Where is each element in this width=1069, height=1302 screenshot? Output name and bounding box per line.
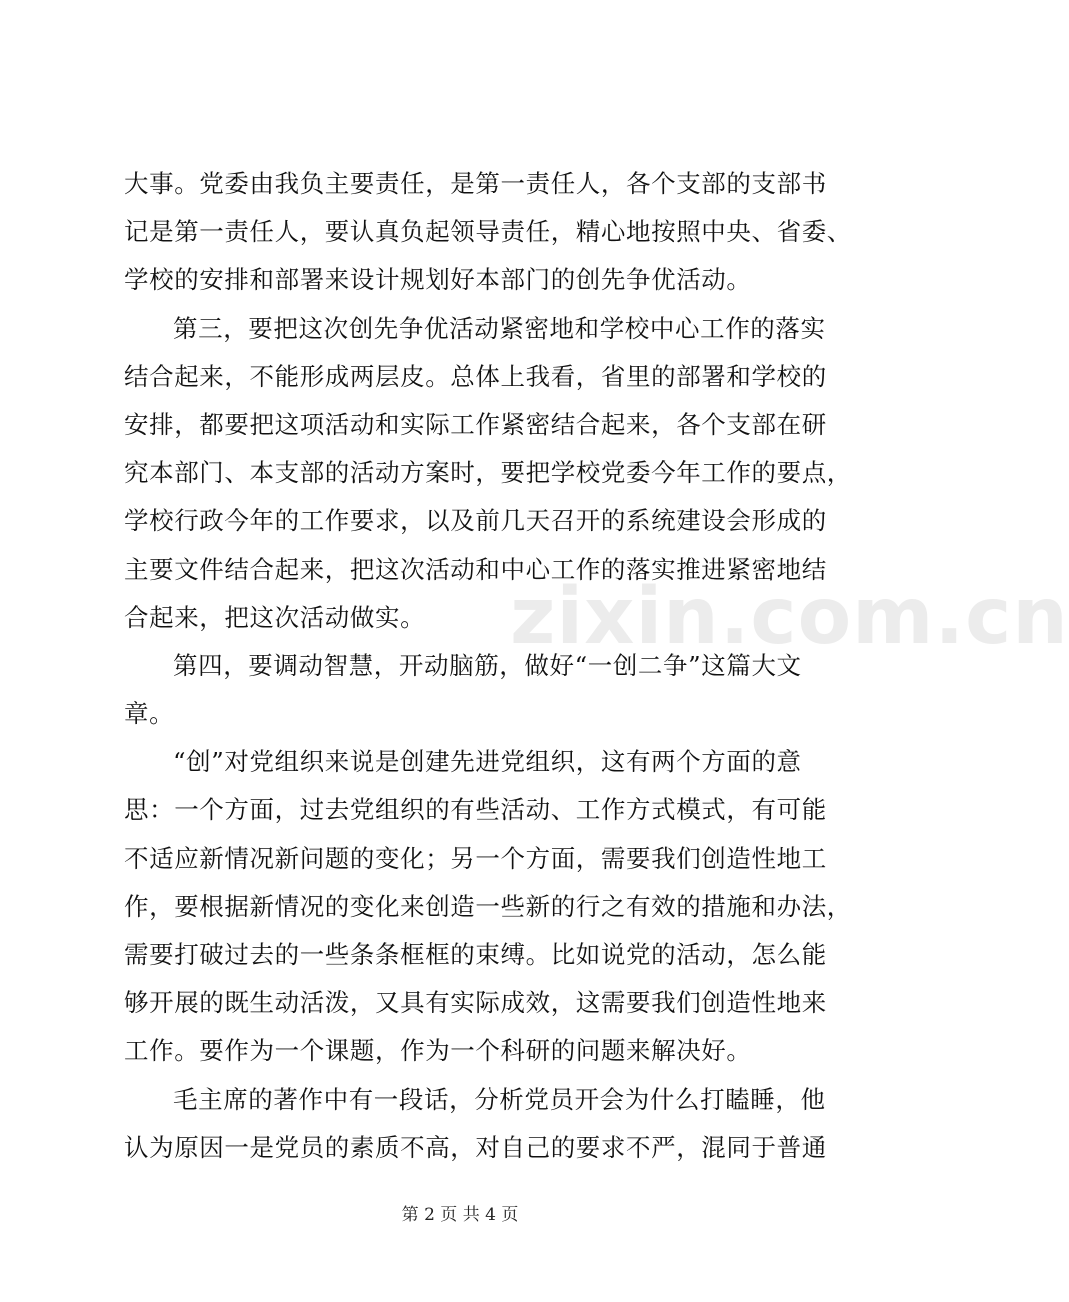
text-line: 学校的安排和部署来设计规划好本部门的创先争优活动。: [124, 265, 752, 295]
text-line: 不适应新情况新问题的变化；另一个方面，需要我们创造性地工: [124, 843, 827, 873]
text-line: 认为原因一是党员的素质不高，对自己的要求不严，混同于普通: [124, 1132, 827, 1162]
text-line: 结合起来，不能形成两层皮。总体上我看，省里的部署和学校的: [124, 361, 827, 391]
text-line: 第四，要调动智慧，开动脑筋，做好“一创二争”这篇大文: [173, 650, 802, 680]
text-line: “创”对党组织来说是创建先进党组织，这有两个方面的意: [173, 747, 802, 777]
text-line: 究本部门、本支部的活动方案时，要把学校党委今年工作的要点，: [124, 458, 852, 488]
text-line: 大事。党委由我负主要责任，是第一责任人，各个支部的支部书: [124, 169, 827, 198]
text-line: 作，要根据新情况的变化来创造一些新的行之有效的措施和办法，: [124, 891, 852, 921]
watermark-logo: zixin.com.cn: [510, 572, 1069, 662]
text-line: 工作。要作为一个课题，作为一个科研的问题来解决好。: [124, 1036, 752, 1066]
text-line: 需要打破过去的一些条条框框的束缚。比如说党的活动，怎么能: [124, 940, 827, 969]
text-line: 合起来，把这次活动做实。: [124, 602, 426, 632]
text-line: 思：一个方面，过去党组织的有些活动、工作方式模式，有可能: [124, 795, 827, 825]
text-line: 安排，都要把这项活动和实际工作紧密结合起来，各个支部在研: [124, 409, 827, 439]
text-line: 第三，要把这次创先争优活动紧密地和学校中心工作的落实: [173, 313, 826, 343]
page-indicator: 第 2 页 共 4 页: [401, 1205, 519, 1225]
text-line: 章。: [124, 699, 175, 729]
text-line: 毛主席的著作中有一段话，分析党员开会为什么打瞌睡，他: [173, 1084, 826, 1114]
text-line: 记是第一责任人，要认真负起领导责任，精心地按照中央、省委、: [124, 217, 852, 247]
document-body: [124, 160, 852, 1172]
text-line: 主要文件结合起来，把这次活动和中心工作的落实推进紧密地结: [124, 554, 827, 584]
text-line: 够开展的既生动活泼，又具有实际成效，这需要我们创造性地来: [124, 988, 827, 1018]
text-line: 学校行政今年的工作要求，以及前几天召开的系统建设会形成的: [124, 506, 827, 536]
